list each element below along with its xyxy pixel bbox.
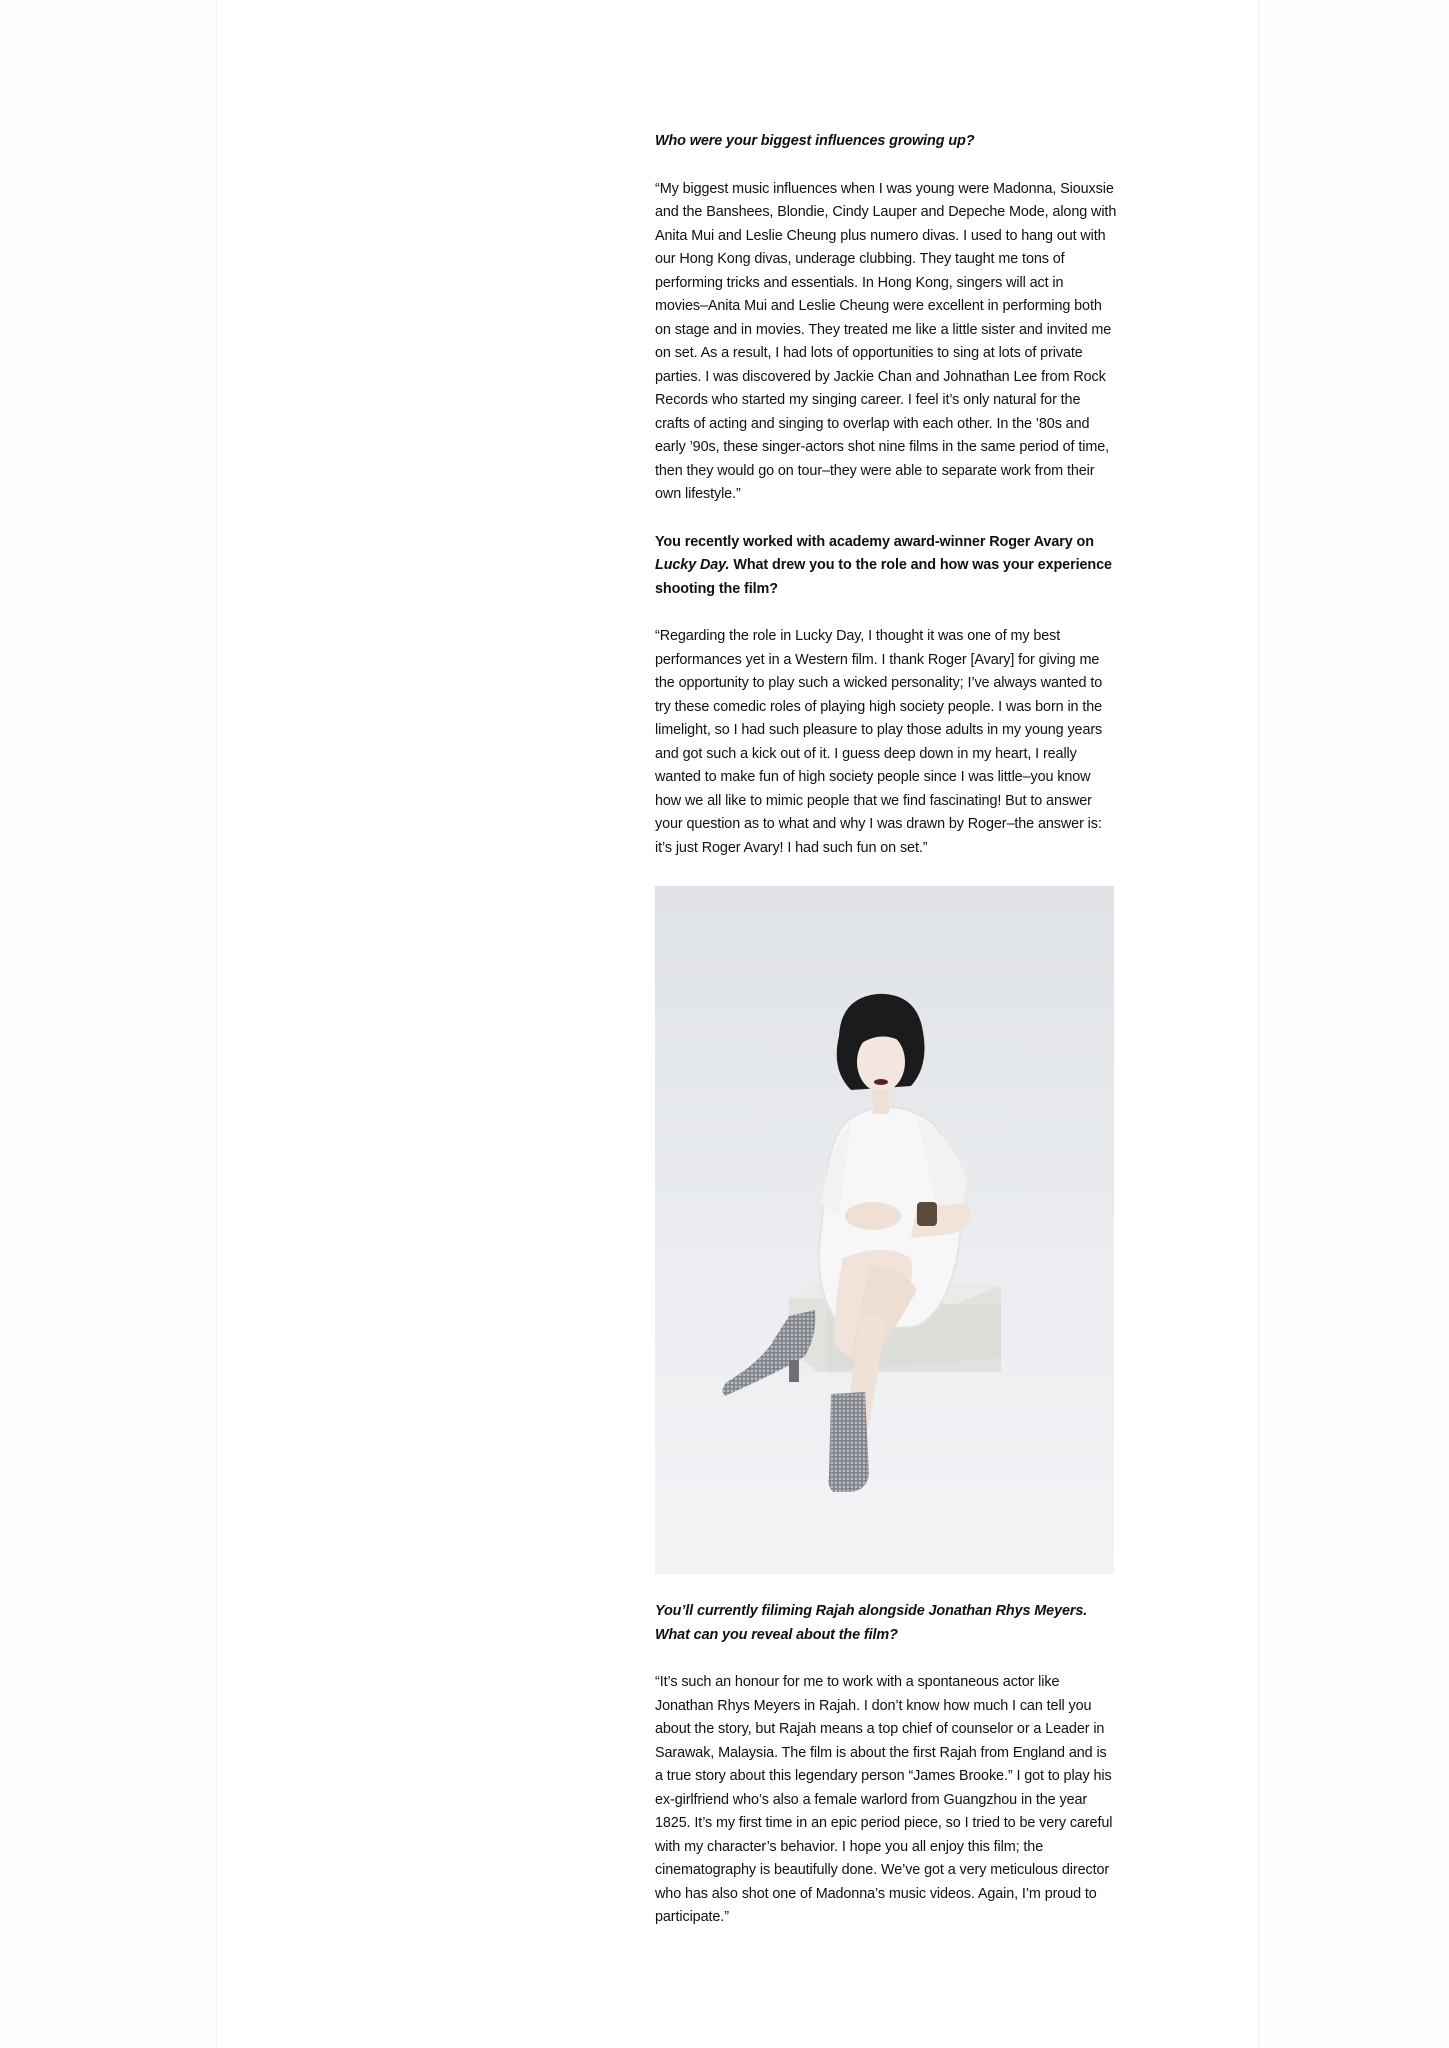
page-margin-right	[1258, 0, 1449, 2048]
answer-influences: “My biggest music influences when I was young were Madonna, Siouxsie and the Banshees, Blondie, Cindy Lauper and Depeche Mode, along with Anita Mui and Leslie Cheung plus numero divas. I used to hang out with our Hong Kong divas, underage clubbing. They taught me tons of performing tricks and essentials. In Hong Kong, singers will act in movies–Anita Mui and Leslie Cheung were excellent in performing both on stage and in movies. They treated me like a little sister and invited me on set. As a result, I had lots of opportunities to sing at lots of private parties. I was discovered by Jackie Chan and Johnathan Lee from Rock Records who started my singing career. I feel it’s only natural for the crafts of acting and singing to overlap with each other. In the ’80s and early ’90s, these singer-actors shot nine films in the same period of time, then they would go on tour–they were able to separate work from their own lifestyle.”	[655, 180, 1117, 502]
film-title-lucky-day: Lucky Day.	[655, 557, 730, 573]
bracelets	[917, 1202, 937, 1226]
question-influences: Who were your biggest influences growing up?	[655, 133, 975, 149]
portrait-illustration	[655, 886, 1114, 1574]
question-lucky-day-part2: What drew you to the role and how was your experience shooting the film?	[655, 557, 1112, 597]
question-lucky-day	[655, 531, 1117, 602]
answer-rajah: “It’s such an honour for me to work with a spontaneous actor like Jonathan Rhys Meyers in Rajah. I don’t know how much I can tell you about the story, but Rajah means a top chief of counselor or a Leader in Sarawak, Malaysia. The film is about the first Rajah from England and is a true story about this legendary person “James Brooke.” I got to play his ex-girlfriend who’s also a female warlord from Guangzhou in the year 1825. It’s my first time in an epic period piece, so I tried to be very careful with my character’s behavior. I hope you all enjoy this film; the cinematography is beautifully done. We’ve got a very meticulous director who has also shot one of Madonna’s music videos. Again, I’m proud to participate.”	[655, 1674, 1113, 1925]
answer-lucky-day: “Regarding the role in Lucky Day, I thought it was one of my best performances yet in a Western film. I thank Roger [Avary] for giving me the opportunity to play such a wicked personality; I’ve always wanted to try these comedic roles of playing high society people. I was born in the limelight, so I had such pleasure to play those adults in my young years and got such a kick out of it. I guess deep down in my heart, I really wanted to make fun of high society people since I was little–you know how we all like to mimic people that we find fascinating! But to answer your question as to what and why I was drawn by Roger–the answer is: it’s just Roger Avary! I had such fun on set.”	[655, 628, 1103, 856]
interview-column	[655, 130, 1117, 1930]
question-rajah: You’ll currently filiming Rajah alongside Jonathan Rhys Meyers. What can you reveal about the film?	[655, 1603, 1088, 1643]
portrait-photo	[655, 886, 1114, 1574]
page-margin-left	[0, 0, 217, 2048]
question-lucky-day-part1: You recently worked with academy award-winner Roger Avary on	[655, 533, 1094, 550]
